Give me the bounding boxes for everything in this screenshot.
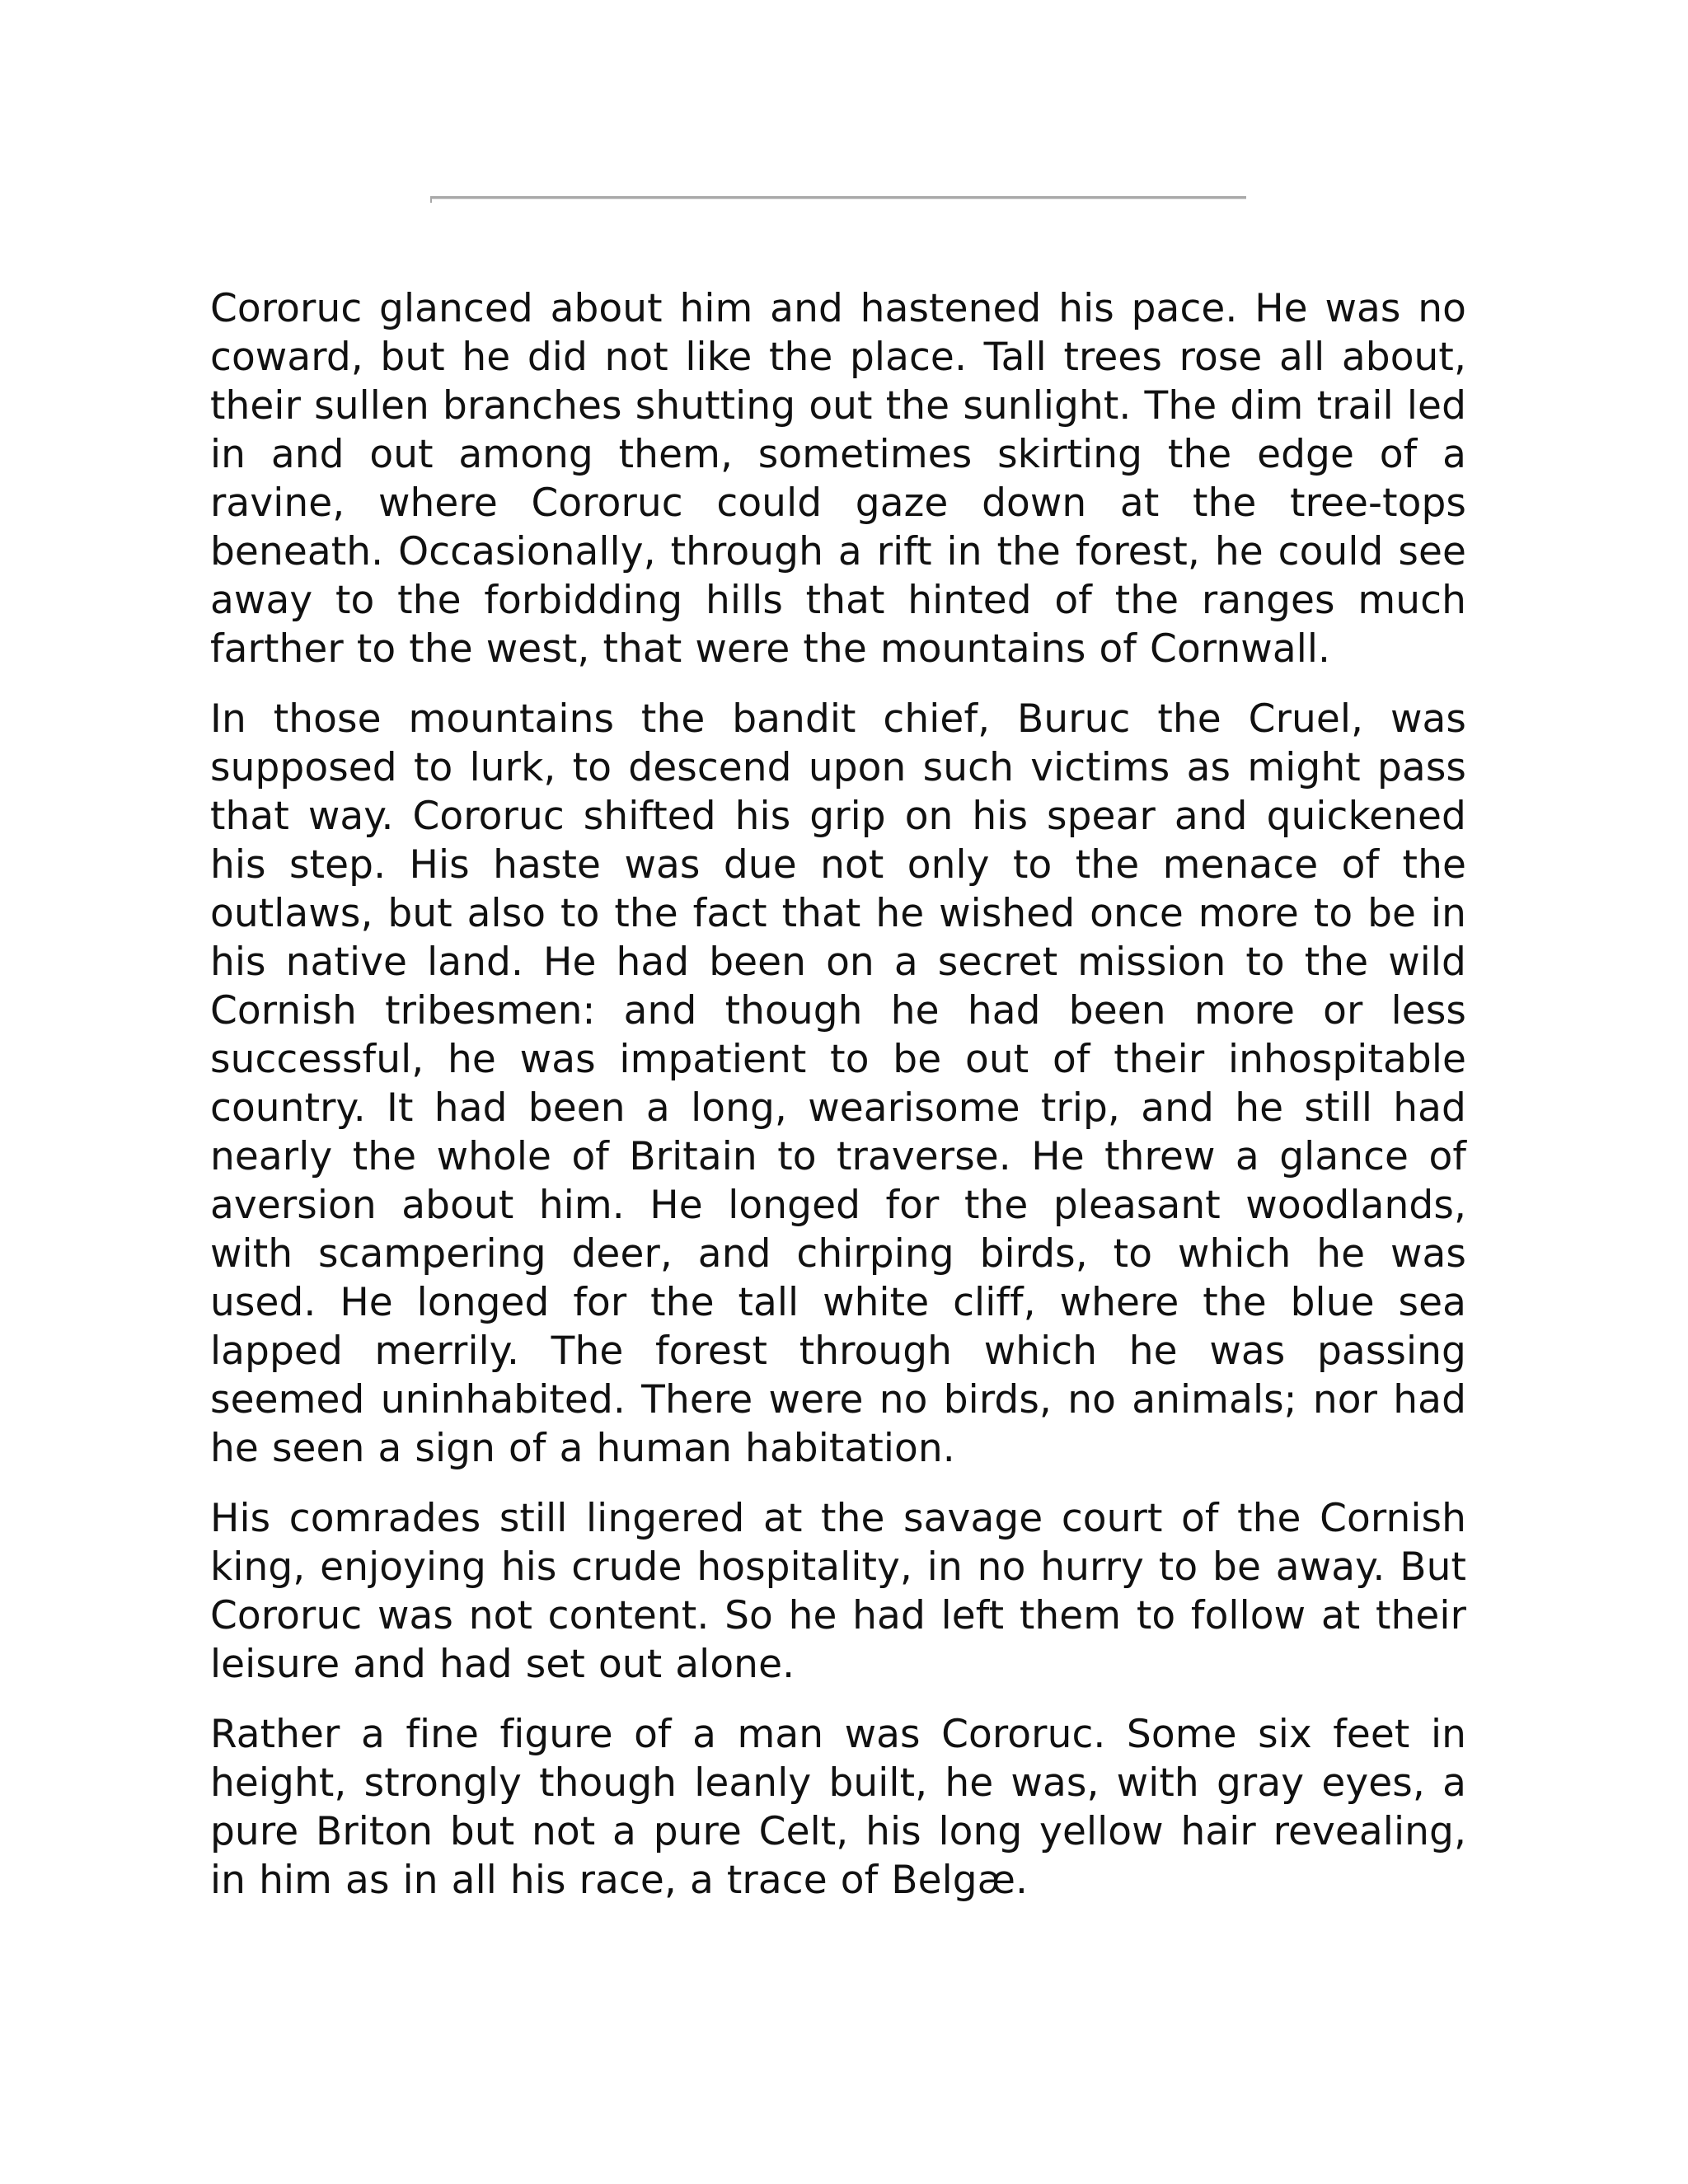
body-text: [210, 284, 1466, 1926]
paragraph: Rather a fine figure of a man was Cororuc. Some six feet in height, strongly though leanly built, he was, with gray eyes, a pure Briton but not a pure Celt, his long yellow hair revealing, in him as in all his race, a trace of Belgæ.: [210, 1712, 1466, 1903]
horizontal-rule: [430, 196, 1246, 199]
paragraph: His comrades still lingered at the savage court of the Cornish king, enjoying his crude hospitality, in no hurry to be away. But Cororuc was not content. So he had left them to follow at their leisure and had set out alone.: [210, 1496, 1466, 1687]
paragraph: In those mountains the bandit chief, Buruc the Cruel, was supposed to lurk, to descend upon such victims as might pass that way. Cororuc shifted his grip on his spear and quickened his step. His haste was due not only to the menace of the outlaws, but also to the fact that he wished once more to be in his native land. He had been on a secret mission to the wild Cornish tribesmen: and though he had been more or less successful, he was impatient to be out of their inhospitable country. It had been a long, wearisome trip, and he still had nearly the whole of Britain to traverse. He threw a glance of aversion about him. He longed for the pleasant woodlands, with scampering deer, and chirping birds, to which he was used. He longed for the tall white cliff, where the blue sea lapped merrily. The forest through which he was passing seemed uninhabited. There were no birds, no animals; nor had he seen a sign of a human habitation.: [210, 696, 1466, 1471]
paragraph: Cororuc glanced about him and hastened his pace. He was no coward, but he did not like the place. Tall trees rose all about, their sullen branches shutting out the sunlight. The dim trail led in and out among them, sometimes skirting the edge of a ravine, where Cororuc could gaze down at the tree-tops beneath. Occasionally, through a rift in the forest, he could see away to the forbidding hills that hinted of the ranges much farther to the west, that were the mountains of Cornwall.: [210, 286, 1466, 672]
